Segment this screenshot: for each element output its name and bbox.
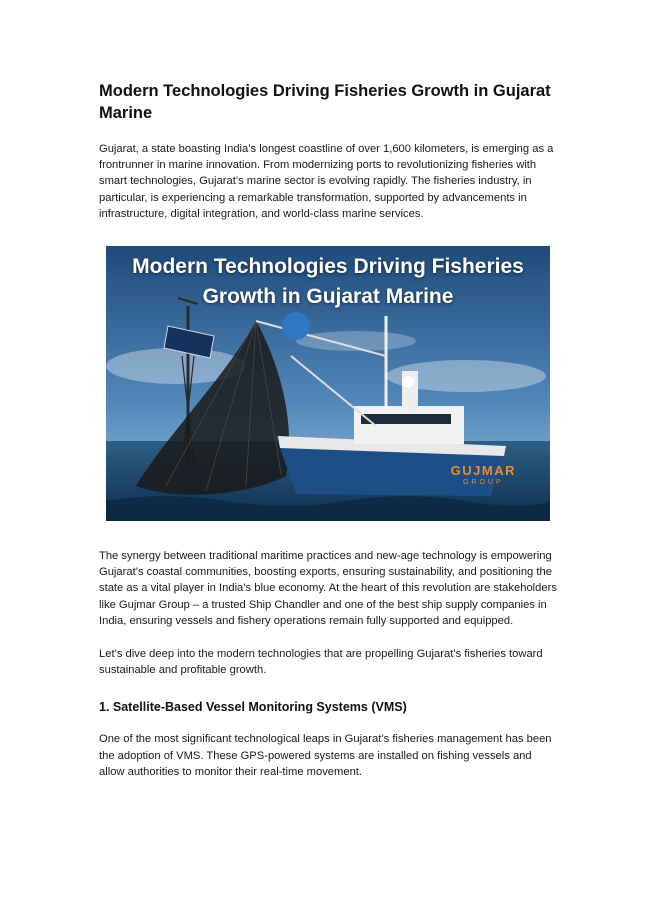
hero-title-line2: Growth in Gujarat Marine: [202, 285, 454, 309]
vms-paragraph: One of the most significant technological leaps in Gujarat’s fisheries management has been the adoption of VMS. These GPS-powered systems are installed on fishing vessels and allow authorities to monitor their real-time movement.: [99, 733, 552, 778]
section-heading-vms: 1. Satellite-Based Vessel Monitoring Systems (VMS): [99, 700, 407, 715]
hero-title-line1: Modern Technologies Driving Fisheries: [132, 255, 524, 279]
logo-subtext: GROUP: [462, 479, 504, 487]
satellite-dish-icon: [282, 312, 310, 340]
intro-paragraph: Gujarat, a state boasting India’s longest coastline of over 1,600 kilometers, is emerging as a frontrunner in marine innovation. From modernizing ports to revolutionizing fisheries with smart technologies, Gujarat’s marine sector is evolving rapidly. The fisheries industry, in particular, is experiencing a remarkable transformation, supported by advancements in infrastructure, digital integration, and world-class marine services.: [99, 143, 554, 220]
hero-title: [106, 252, 550, 312]
hero-image: [106, 246, 550, 521]
synergy-paragraph: The synergy between traditional maritime practices and new-age technology is empowering Gujarat’s coastal communities, boosting exports, ensuring sustainability, and positioning the state as a vital player in India’s blue economy. At the heart of this revolution are stakeholders like Gujmar Group – a trusted Ship Chandler and one of the best ship supply companies in India, ensuring vessels and fishery operations remain fully supported and equipped.: [99, 550, 557, 627]
dive-deep-paragraph: Let’s dive deep into the modern technologies that are propelling Gujarat’s fisheries toward sustainable and profitable growth.: [99, 648, 543, 677]
logo-wordmark: GUJMAR: [450, 463, 516, 479]
page-title: Modern Technologies Driving Fisheries Growth in Gujarat Marine: [99, 82, 551, 122]
gujmar-logo: [451, 464, 516, 487]
